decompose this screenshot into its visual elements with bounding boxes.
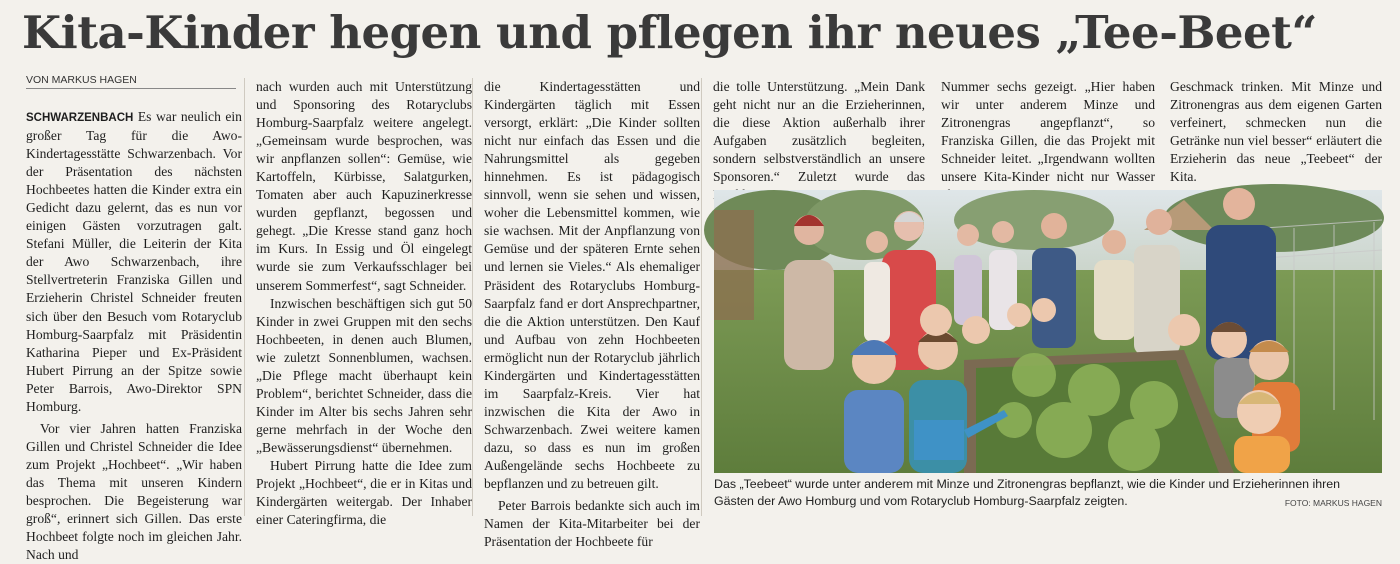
column-divider (472, 78, 473, 516)
paragraph: nach wurden auch mit Unterstützung und Sponsoring des Rotaryclubs Homburg-Saarpfalz weitere angelegt. „Gemeinsam wurde besprochen, was wir anpflanzen sollen“: Gemüse, wie Kartoffeln, Kürbisse, Salatgurken, Tomaten aber auch Kapuzinerkresse wurden gepflanzt, begossen und gehegt. „Die Kresse stand ganz hoch im Kurs. In Essig und Öl eingelegt wurde sie zum Verkaufsschlager bei unserem Sommerfest“, sagt Schneider. (256, 79, 472, 293)
group-photo-illustration (714, 190, 1382, 473)
paragraph: Inzwischen beschäftigen sich gut 50 Kinder in zwei Gruppen mit den sechs Hochbeeten, in denen auch Blumen, wie zuletzt Sonnenblumen, wachsen. „Die Pflege macht überhaupt kein Problem“, berichtet Schneider, dass die Kinder im Alter bis sechs Jahren sehr gerne mehrfach in der Woche den „Bewässerungsdienst“ übernehmen. (256, 295, 472, 455)
group-photo (714, 190, 1382, 473)
column-divider (244, 78, 245, 516)
photo-credit: FOTO: MARKUS HAGEN (1284, 498, 1382, 508)
paragraph: Geschmack trinken. Mit Minze und Zitronengras aus dem eigenen Garten verfeinert, schmecken nun die Getränke nun viel besser“ erläutert die Erzieherin das neue „Teebeet“ der Kita. (1170, 79, 1382, 185)
dateline: SCHWARZENBACH (26, 112, 134, 124)
article-column-1 (26, 108, 242, 563)
photo-caption: Das „Teebeet“ wurde unter anderem mit Minze und Zitronengras bepflanzt, wie die Kinder und Erzieherinnen ihren Gästen der Awo Homburg und vom Rotaryclub Homburg-Saarpfalz zeigten. (714, 477, 1341, 508)
paragraph (26, 108, 242, 416)
article-column-2 (256, 78, 472, 528)
paragraph: Vor vier Jahren hatten Franziska Gillen und Christel Schneider die Idee zum Projekt „Hochbeet“. „Wir haben das Thema mit unseren Kindern besprochen. Die Begeisterung war groß“, erinnert sich Gillen. Das erste Hochbeet folgte noch im gleichen Jahr. Nach und (26, 420, 242, 563)
paragraph: Peter Barrois bedankte sich auch im Namen der Kita-Mitarbeiter bei der Präsentation der Hochbeete für (484, 498, 700, 550)
paragraph: die Kindertagesstätten und Kindergärten täglich mit Essen versorgt, erklärt: „Die Kinder sollten nicht nur einfach das Essen und die Nahrungsmittel als gegeben hinnehmen. Es ist pädagogisch sinnvoll, wenn sie sehen und wissen, woher die Lebensmittel kommen, wie sie wachsen. Mit der Anpflanzung von Gemüse und der späteren Ernte sehen und lernen sie Vieles.“ Als ehemaliger Präsident des Rotaryclubs Homburg-Saarpfalz fand er dort Ansprechpartner, die die Aktion unterstützen. Den Kauf und Aufbau von zehn Hochbeeten ermöglicht nun der Rotaryclub jährlich Kindergärten und Kindertagesstätten im Saarpfalz-Kreis. Vier hat inzwischen die Kita der Awo in Schwarzenbach. Zwei weitere kamen dazu, so dass es nun im großen Außengelände sechs Hochbeete zu bepflanzen und zu betreuen gilt. (484, 79, 700, 492)
paragraph: Nummer sechs gezeigt. „Hier haben wir unter anderem Minze und Zitronengras angepflanzt“, so Franziska Gillen, die das Projekt mit Schneider leitet. „Irgendwann wollten unsere Kita-Kinder nicht nur Wasser (941, 79, 1155, 185)
article-column-5 (941, 78, 1155, 188)
paragraph-text: Es war neulich ein großer Tag für die Awo-Kindertagesstätte Schwarzenbach. Vor der Präsentation des nächsten Hochbeetes hatten die Kinder extra ein Gedicht dazu gelernt, das es nun vor einigen Gästen vorzutragen galt. Stefani Müller, die Leiterin der Kita der Awo Schwarzenbach, ihre Stellvertreterin Franziska Gillen und Erzieherin Christel Schneider freuten sich über den Besuch vom Rotaryclub Homburg-Saarpfalz mit Präsidentin Katharina Pieper und Ex-Präsident Hubert Pirrung an der Spitze sowie Peter Barrois, Awo-Direktor SPN Homburg. (26, 109, 242, 414)
article-column-4 (713, 78, 925, 188)
paragraph: Hubert Pirrung hatte die Idee zum Projekt „Hochbeet“, die er in Kitas und Kindergärten weitergab. Der Inhaber einer Cateringfirma, die (256, 457, 472, 528)
paragraph: die tolle Unterstützung. „Mein Dank geht nicht nur an die Erzieherinnen, die diese Aktion außerhalb ihrer Aufgaben zusätzlich begleiten, sondern selbstverständlich an unsere Sponsoren.“ Zuletzt wurde das (713, 79, 925, 185)
article-column-3 (484, 78, 700, 550)
byline: VON MARKUS HAGEN (26, 74, 236, 89)
headline: Kita-Kinder hegen und pflegen ihr neues „Tee-Beet“ (22, 6, 1317, 59)
article-column-6 (1170, 78, 1382, 188)
column-divider (701, 78, 702, 516)
